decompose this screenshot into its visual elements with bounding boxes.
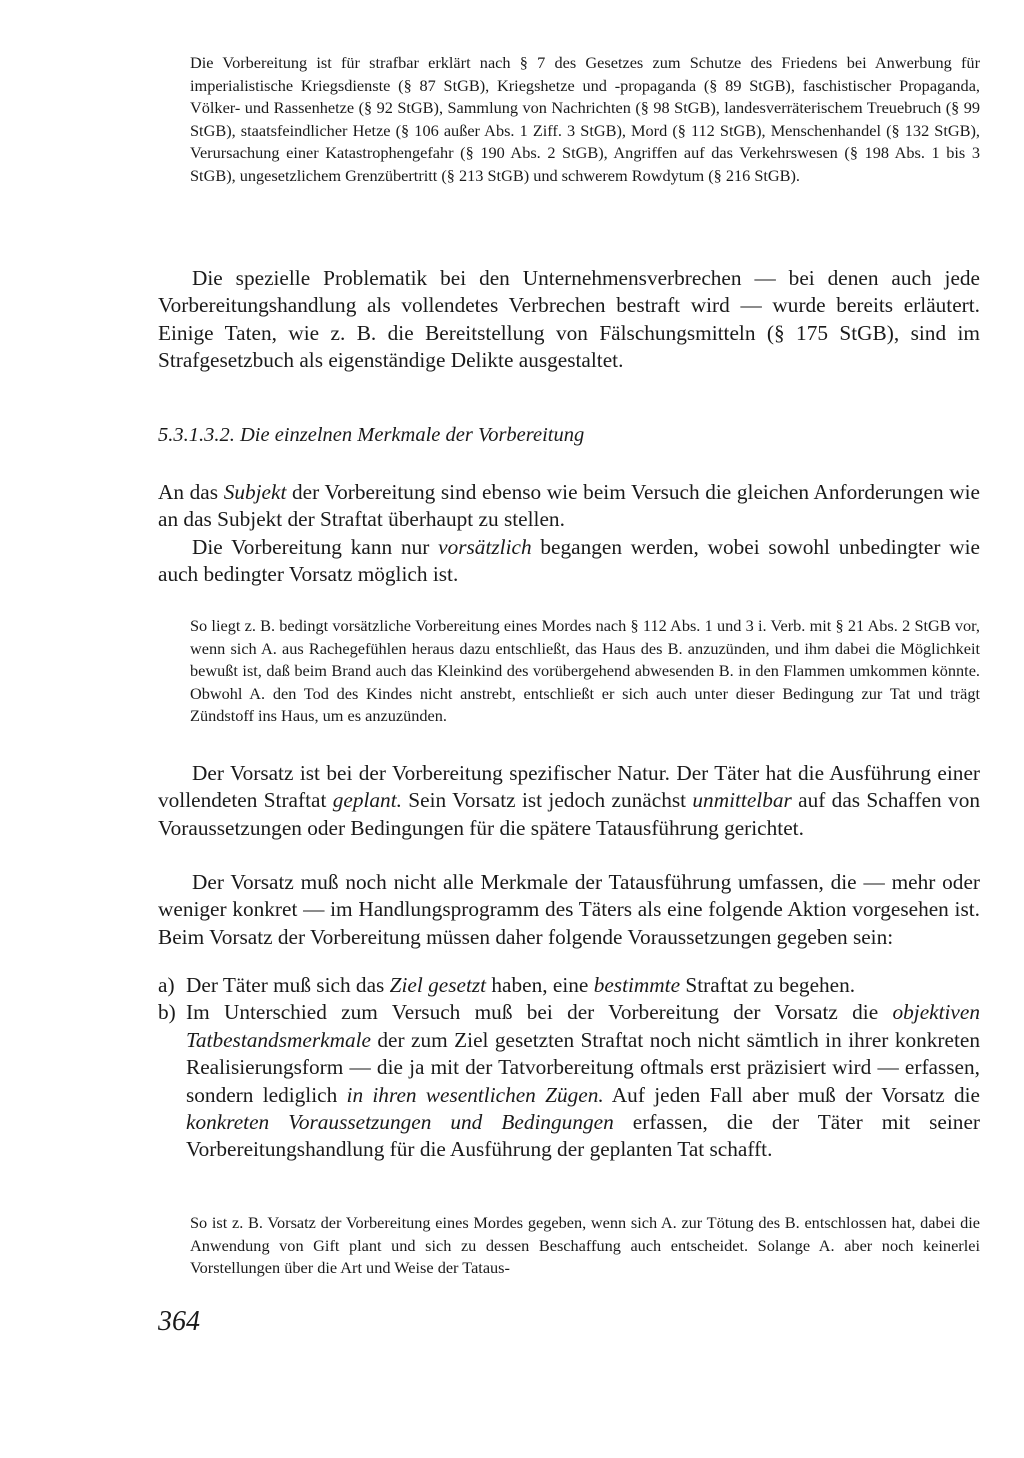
page-number: 364 bbox=[158, 1306, 200, 1337]
list-label-a: a) bbox=[158, 973, 175, 997]
paragraph-unternehmensverbrechen: Die spezielle Problematik bei den Unternehmensverbrechen — bei denen auch jede Vorbereitungshandlung als vollendetes Verbrechen bestraft wird — wurde bereits erläutert. Einige Taten, wie z. B. die Bereitstellung von Fälschungsmitteln (§ 175 StGB), sind im Strafgesetzbuch als eigenständige Delikte ausgestaltet. bbox=[158, 266, 980, 373]
section-heading: 5.3.1.3.2. Die einzelnen Merkmale der Vorbereitung bbox=[158, 424, 585, 446]
requirements-list bbox=[158, 972, 980, 1164]
emphasis-subjekt: Subjekt bbox=[223, 480, 287, 504]
paragraph-subjekt: An das Subjekt der Vorbereitung sind ebenso wie beim Versuch die gleichen Anforderungen wie an das Subjekt der Straftat überhaupt zu stellen. bbox=[158, 480, 980, 532]
paragraph-vorsatz-merkmale: Der Vorsatz muß noch nicht alle Merkmale der Tatausführung umfassen, die — mehr oder weniger konkret — im Handlungsprogramm des Täters als eine folgende Aktion vorgesehen ist. Beim Vorsatz der Vorbereitung müssen daher folgende Voraussetzungen gegeben sein: bbox=[158, 870, 980, 949]
emphasis-geplant: geplant. bbox=[332, 788, 402, 813]
footnote-paragraph-preparation-list: Die Vorbereitung ist für strafbar erklärt nach § 7 des Gesetzes zum Schutze des Friedens bei Anwerbung für imperialistische Kriegsdienste (§ 87 StGB), Kriegshetze und -propaganda (§ 89 StGB), faschistischer Propaganda, Völker- und Rassenhetze (§ 92 StGB), Sammlung von Nachrichten (§ 98 StGB), landesverräterischem Treuebruch (§ 99 StGB), staatsfeindlicher Hetze (§ 106 außer Abs. 1 Ziff. 3 StGB), Mord (§ 112 StGB), Menschenhandel (§ 132 StGB), Verursachung einer Katastrophengefahr (§ 190 Abs. 2 StGB), Angriffen auf das Verkehrswesen (§ 198 Abs. 1 bis 3 StGB), ungesetzlichem Grenzübertritt (§ 213 StGB) und schwerem Rowdytum (§ 216 StGB). bbox=[190, 53, 980, 185]
emphasis-unmittelbar: unmittelbar bbox=[692, 788, 792, 813]
emphasis-vorsaetzlich: vorsätzlich bbox=[438, 535, 532, 559]
example-paragraph-gift: So ist z. B. Vorsatz der Vorbereitung eines Mordes gegeben, wenn sich A. zur Tötung des B. entschlossen hat, dabei die Anwendung von Gift plant und sich zu dessen Beschaffung auch entscheidet. Solange A. aber noch keinerlei Vorstellungen über die Art und Weise der Tataus- bbox=[190, 1213, 980, 1278]
list-item-a bbox=[158, 972, 980, 999]
list-text-b: Im Unterschied zum Versuch muß bei der Vorbereitung der Vorsatz die objektiven Tatbestandsmerkmale der zum Ziel gesetzten Straftat noch nicht sämtlich in ihrer konkreten Realisierungsform — die ja mit der Tatvorbereitung oftmals erst präzisiert wird — erfassen, sondern lediglich in ihren wesentlichen Zügen. Auf jeden Fall aber muß der Vorsatz die konkreten Voraussetzungen und Bedingungen erfassen, die der Täter mit seiner Vorbereitungshandlung für die Ausführung der geplanten Tat schafft. bbox=[186, 1000, 980, 1162]
example-paragraph-bedingter-vorsatz: So liegt z. B. bedingt vorsätzliche Vorbereitung eines Mordes nach § 112 Abs. 1 und 3 i. Verb. mit § 21 Abs. 2 StGB vor, wenn sich A. aus Rachegefühlen heraus dazu entschließt, das Haus des B. anzuzünden, und ihm dabei die Möglichkeit bewußt ist, daß beim Brand auch das Kleinkind des vorübergehend abwesenden B. in den Flammen umkommen könnte. Obwohl A. den Tod des Kindes nicht anstrebt, entschließt er sich auch unter dieser Bedingung zur Tat und trägt Zündstoff ins Haus, um es anzuzünden. bbox=[190, 616, 980, 726]
list-text-a: Der Täter muß sich das Ziel gesetzt haben, eine bestimmte Straftat zu begehen. bbox=[186, 973, 856, 997]
paragraph-vorsatz-spezifisch: Der Vorsatz ist bei der Vorbereitung spezifischer Natur. Der Täter hat die Ausführung einer vollendeten Straftat geplant. Sein Vorsatz ist jedoch zunächst unmittelbar auf das Schaffen von Voraussetzungen oder Bedingungen für die spätere Tatausführung gerichtet. bbox=[158, 761, 980, 840]
list-item-b bbox=[158, 999, 980, 1163]
paragraph-vorsaetzlich: Die Vorbereitung kann nur vorsätzlich begangen werden, wobei sowohl unbedingter wie auch bedingter Vorsatz möglich ist. bbox=[158, 535, 980, 587]
list-label-b: b) bbox=[158, 1000, 176, 1025]
